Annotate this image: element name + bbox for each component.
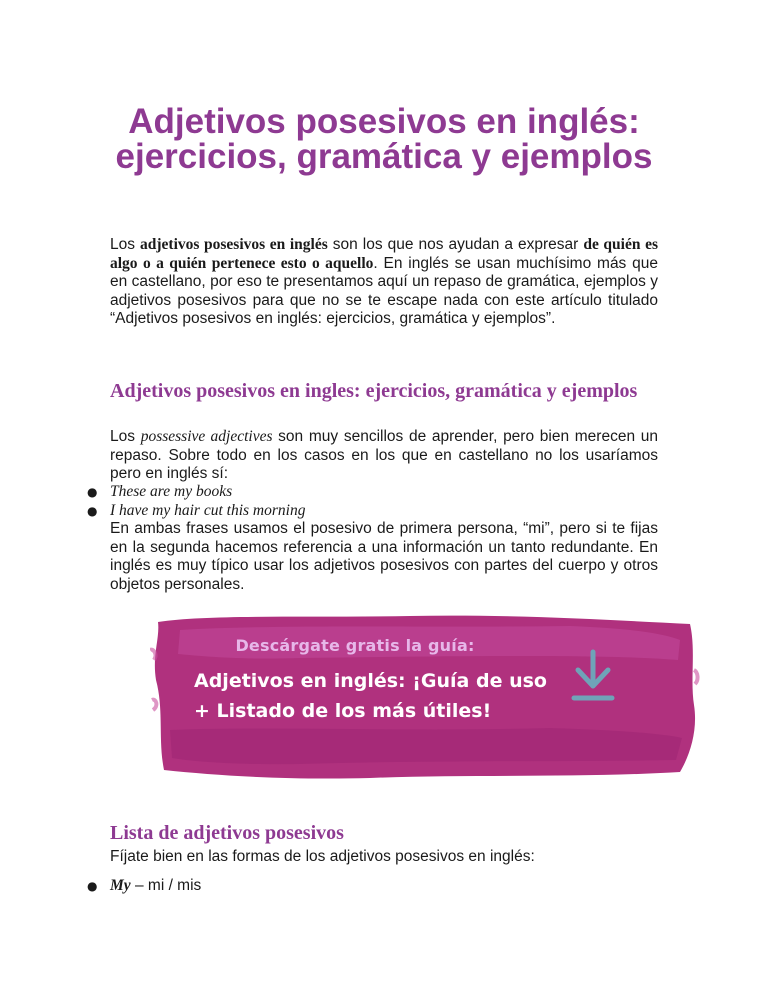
- example-text: These are my books: [110, 483, 233, 500]
- possessive-meaning: – mi / mis: [130, 877, 202, 894]
- list-item: [0, 877, 768, 896]
- intro-text: Los: [110, 236, 141, 253]
- section1-paragraph: [110, 428, 658, 484]
- bullet-icon: ●: [87, 879, 98, 893]
- list-item: [0, 483, 768, 502]
- bullet-icon: ●: [87, 485, 98, 499]
- banner-line-1: Adjetivos en inglés: ¡Guía de uso: [194, 670, 547, 692]
- list-item: [0, 502, 768, 521]
- possessive-term: My: [110, 877, 131, 894]
- section1-text: son muy sencillos de aprender, pero bien merecen un repaso. Sobre todo en los casos en los que en castellano no los usaríamos pero en inglés sí:: [110, 428, 658, 482]
- section1-italic-term: possessive adjectives: [140, 428, 273, 445]
- page-title: Adjetivos posesivos en inglés: ejercicios, gramática y ejemplos: [115, 102, 653, 176]
- intro-paragraph: [110, 236, 658, 329]
- download-guide-banner[interactable]: [150, 610, 700, 785]
- intro-bold-term: adjetivos posesivos en inglés: [140, 236, 328, 253]
- examples-list: [0, 483, 768, 520]
- section1-paragraph-2: En ambas frases usamos el posesivo de primera persona, “mi”, pero si te fijas en la segunda hacemos referencia a una información un tanto redundante. En inglés es muy típico usar los adjetivos posesivos con partes del cuerpo y otros objetos personales.: [110, 520, 658, 593]
- example-text: I have my hair cut this morning: [110, 501, 306, 519]
- download-icon: [570, 648, 616, 704]
- banner-headline: [194, 666, 604, 726]
- bullet-icon: ●: [87, 503, 98, 518]
- banner-subtitle: Descárgate gratis la guía:: [235, 636, 475, 655]
- intro-text: . En inglés se usan muchísimo más que en castellano, por eso te presentamos aquí un repaso de gramática, ejemplos y adjetivos posesivos para que no se te escape nada con este artículo titulado “Adjetivos posesivos en inglés: ejercicios, gramática y ejemplos”.: [110, 254, 658, 327]
- section2-intro: Fíjate bien en las formas de los adjetivos posesivos en inglés:: [110, 848, 535, 865]
- possessive-list: [0, 877, 768, 896]
- section1-heading: Adjetivos posesivos en ingles: ejercicios, gramática y ejemplos: [110, 380, 638, 402]
- banner-line-2: + Listado de los más útiles!: [194, 700, 492, 722]
- intro-bold-phrase: de quién es algo o a quién pertenece esto o aquello: [110, 236, 658, 272]
- intro-text: son los que nos ayudan a expresar: [327, 236, 584, 253]
- section2-heading: Lista de adjetivos posesivos: [110, 822, 344, 844]
- section1-text: Los: [110, 428, 141, 445]
